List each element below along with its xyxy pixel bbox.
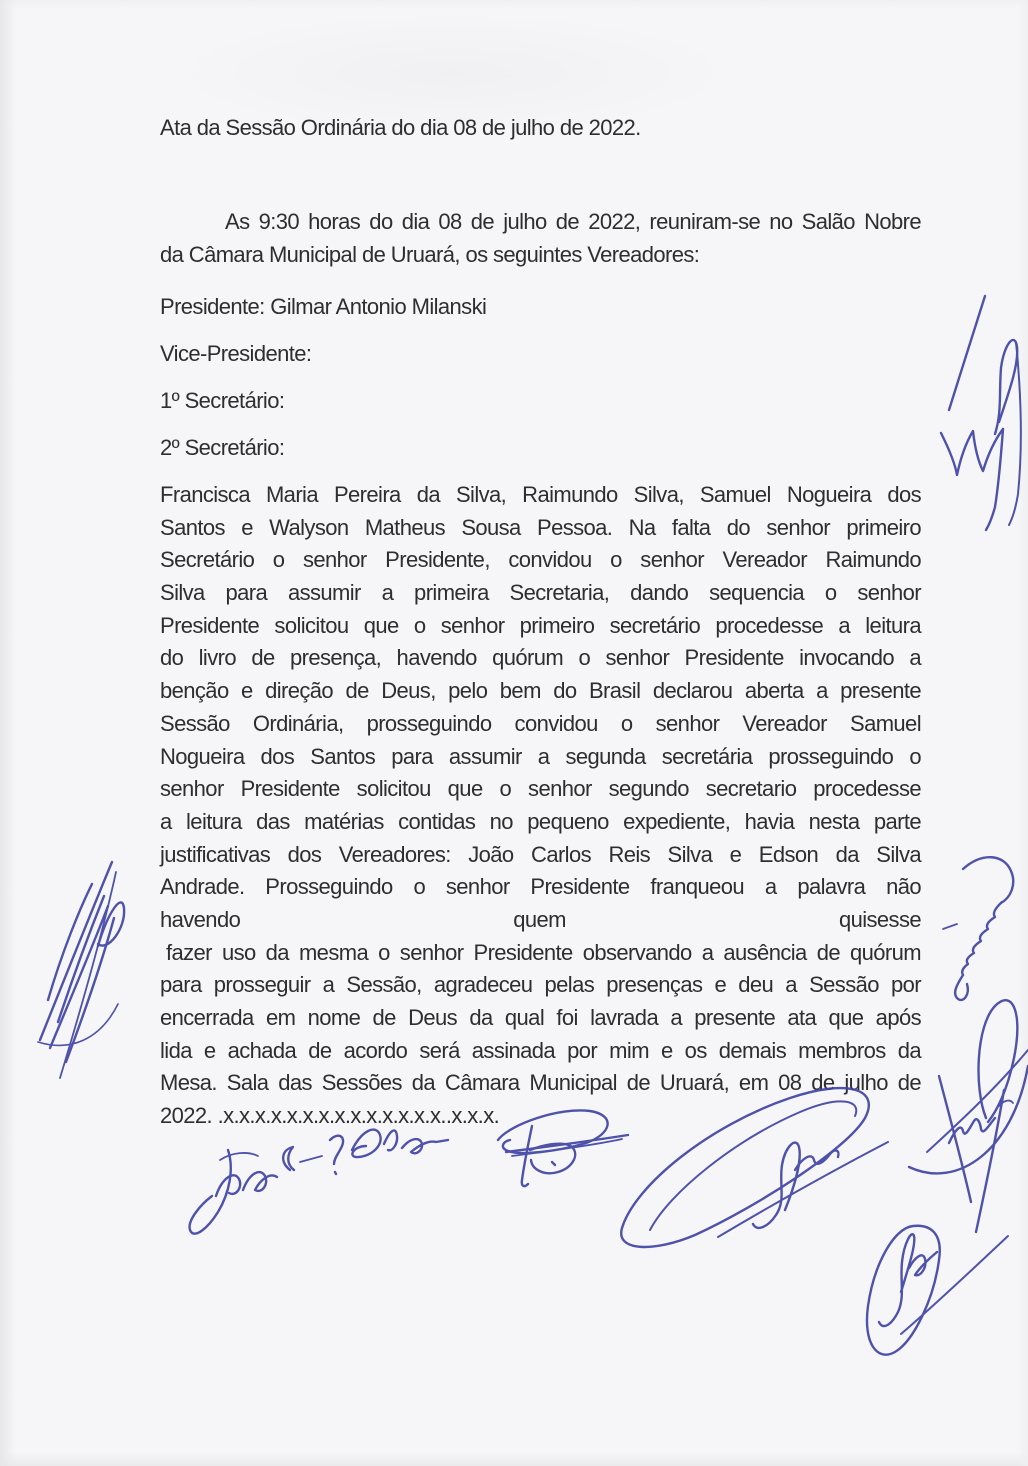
body-line: fazer uso da mesma o senhor Presidente observando a ausência de quórum	[166, 939, 921, 965]
right-margin-lower-signature	[909, 1000, 1028, 1232]
role-presidente: Presidente: Gilmar Antonio Milanski	[160, 294, 487, 319]
intro-line: da Câmara Municipal de Uruará, os seguintes Vereadores:	[160, 241, 700, 267]
body-line: Nogueira dos Santos para assumir a segunda secretária prosseguindo o	[160, 743, 921, 769]
body-line: Andrade. Prosseguindo o senhor Presidente franqueou a palavra não	[160, 874, 921, 900]
body-line: a leitura das matérias contidas no pequeno expediente, havia nesta parte	[160, 808, 921, 834]
right-margin-middle-signature	[943, 857, 1013, 1000]
body-line: Secretário o senhor Presidente, convidou o senhor Vereador Raimundo	[160, 547, 921, 573]
officer-list	[160, 291, 921, 479]
right-margin-upper-signature	[941, 296, 1021, 530]
body-line: senhor Presidente solicitou que o senhor segundo secretario procedesse	[160, 776, 921, 802]
body-line: encerrada em nome de Deus da qual foi lavrada a presente ata que após	[160, 1005, 921, 1030]
left-margin-signature	[38, 862, 124, 1078]
body-line: Mesa. Sala das Sessões da Câmara Municipal de Uruará, em 08 de julho de	[160, 1070, 921, 1096]
body-line: justificativas dos Vereadores: João Carlos Reis Silva e Edson da Silva	[160, 841, 921, 867]
body-line: Francisca Maria Pereira da Silva, Raimundo Silva, Samuel Nogueira dos	[160, 482, 921, 507]
body-line: do livro de presença, havendo quórum o senhor Presidente invocando a	[160, 645, 921, 671]
body-line: benção e direção de Deus, pelo bem do Brasil declarou aberta a presente	[160, 678, 921, 704]
body-paragraph	[160, 479, 921, 1133]
intro-paragraph	[160, 206, 921, 271]
role-vice-presidente: Vice-Presidente:	[160, 340, 312, 366]
document-title: Ata da Sessão Ordinária do dia 08 de julho de 2022.	[160, 115, 641, 140]
joao-carlos-signature	[190, 1130, 448, 1234]
body-line: Santos e Walyson Matheus Sousa Pessoa. Na falta do senhor primeiro	[160, 514, 921, 540]
intro-line: As 9:30 horas do dia 08 de julho de 2022, reuniram-se no Salão Nobre	[225, 209, 921, 234]
body-line-last: 2022. .x.x.x.x.x.x.x.x.x.x.x.x.x.x..x.x.x.	[160, 1103, 500, 1129]
role-primeiro-secretario: 1º Secretário:	[160, 387, 285, 413]
body-line: Presidente solicitou que o senhor primeiro secretário procedesse a leitura	[160, 612, 921, 638]
body-line: Silva para assumir a primeira Secretaria, dando sequencia o senhor	[160, 580, 921, 606]
body-line: Sessão Ordinária, prosseguindo convidou o senhor Vereador Samuel	[160, 710, 921, 736]
body-line: lida e achada de acordo será assinada por mim e os demais membros da	[160, 1037, 921, 1063]
body-line-stretched: havendo quem quisesse	[160, 906, 921, 932]
body-line: para prosseguir a Sessão, agradeceu pelas presenças e deu a Sessão por	[160, 972, 921, 998]
bottom-right-oval-signature	[867, 1226, 1008, 1355]
role-segundo-secretario: 2º Secretário:	[160, 434, 285, 460]
